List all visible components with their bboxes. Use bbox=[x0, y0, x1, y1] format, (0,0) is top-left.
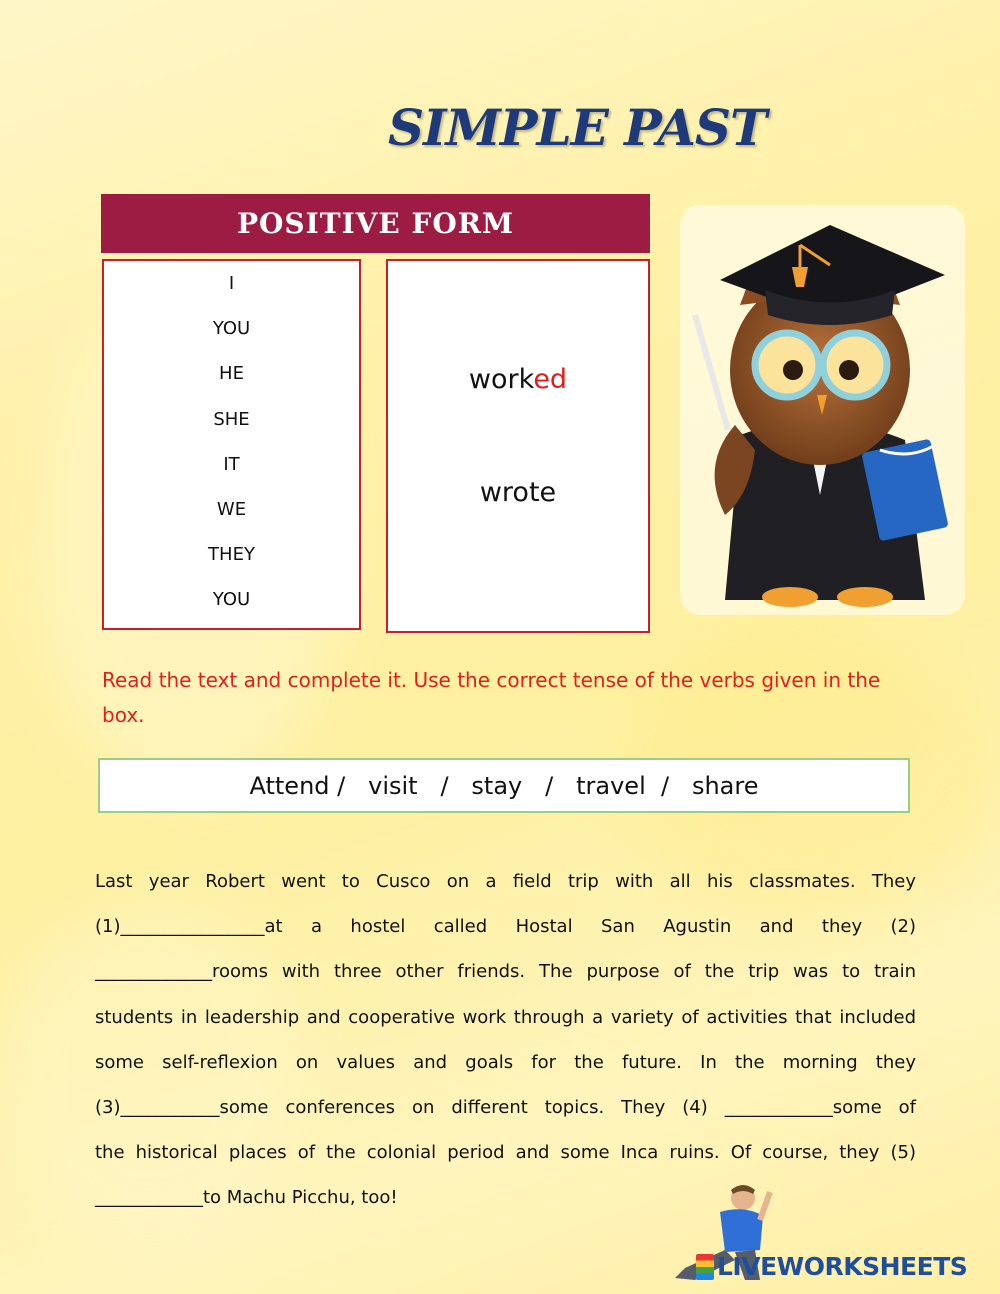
regular-verb-example bbox=[388, 364, 648, 395]
subject-pronoun-box bbox=[102, 259, 361, 630]
irregular-verb-example: wrote bbox=[479, 477, 557, 508]
subject-pronoun: I bbox=[228, 273, 235, 294]
verb-stem: work bbox=[468, 364, 534, 395]
subject-pronoun: THEY bbox=[208, 544, 255, 566]
logo-text: LIVEWORKSHEETS bbox=[717, 1252, 968, 1281]
verb-word-box: Attend / visit / stay / travel / share bbox=[98, 758, 910, 813]
reading-passage bbox=[95, 864, 916, 1226]
subject-pronoun: WE bbox=[216, 498, 247, 520]
instructions: Read the text and complete it. Use the correct tense of the verbs given in the box. bbox=[102, 668, 881, 727]
live-icon bbox=[696, 1254, 714, 1280]
owl-graduate-illustration bbox=[680, 205, 965, 615]
subject-pronoun: YOU bbox=[212, 318, 251, 340]
passage-line[interactable]: _____________rooms with three other friends. The purpose of the trip was to train bbox=[95, 961, 916, 983]
subject-pronoun: YOU bbox=[212, 589, 251, 611]
passage-line: some self-reflexion on values and goals for the future. In the morning they bbox=[95, 1051, 916, 1073]
passage-line[interactable]: the historical places of the colonial period and some Inca ruins. Of course, they (5) bbox=[95, 1142, 916, 1164]
verb-example-box bbox=[386, 259, 650, 633]
liveworksheets-logo bbox=[696, 1252, 967, 1281]
subject-pronoun: HE bbox=[219, 363, 244, 385]
verb-ending: ed bbox=[533, 364, 568, 395]
passage-line: students in leadership and cooperative work through a variety of activities that included bbox=[95, 1006, 916, 1028]
subject-pronoun: IT bbox=[223, 453, 240, 475]
page-title: SIMPLE PAST bbox=[388, 98, 767, 157]
passage-line[interactable]: ____________to Machu Picchu, too! bbox=[95, 1187, 398, 1209]
positive-form-banner: POSITIVE FORM bbox=[101, 194, 650, 253]
passage-line: Last year Robert went to Cusco on a field trip with all his classmates. They bbox=[95, 871, 916, 892]
passage-line[interactable]: (3)___________some conferences on different topics. They (4) ____________some of bbox=[95, 1096, 916, 1118]
subject-pronoun-list bbox=[104, 261, 359, 633]
subject-pronoun: SHE bbox=[213, 408, 250, 430]
passage-line[interactable]: (1)________________at a hostel called Hostal San Agustin and they (2) bbox=[95, 916, 916, 938]
